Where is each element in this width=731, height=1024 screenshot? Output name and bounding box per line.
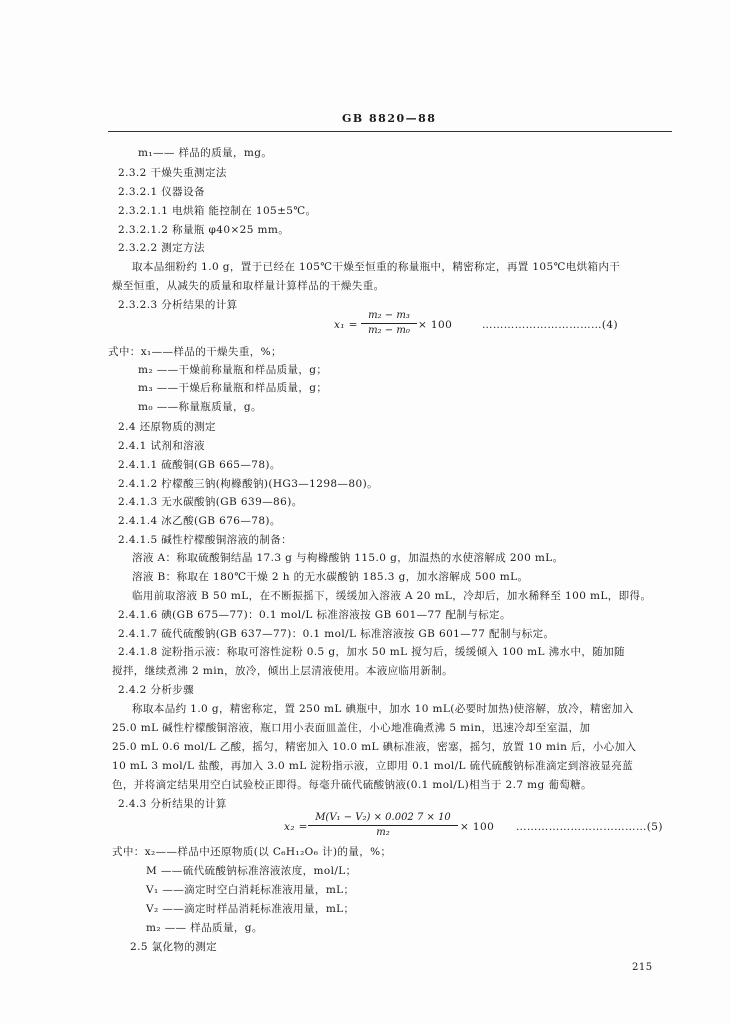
section-heading: 2.3.2.1 仪器设备	[118, 186, 205, 198]
text-line: m₂ ——干燥前称量瓶和样品质量，g；	[138, 364, 328, 376]
paragraph-line: 临用前取溶液 B 50 mL，在不断振摇下，缓缓加入溶液 A 20 mL，冷却后，加水稀释至 100 mL，即得。	[132, 590, 652, 602]
text-line: 2.4.1.4 冰乙酸(GB 676—78)。	[118, 515, 281, 527]
section-heading: 2.5 氯化物的测定	[130, 941, 218, 953]
text-line: 2.3.2.1.2 称量瓶 φ40×25 mm。	[118, 224, 290, 236]
text-line: 2.4.1.3 无水碳酸钠(GB 639—86)。	[118, 496, 303, 508]
formula-5-fraction	[308, 812, 458, 839]
section-heading: 2.4.2 分析步骤	[118, 684, 195, 696]
text-line: V₁ ——滴定时空白消耗标准液用量，mL；	[146, 884, 355, 896]
section-heading: 2.4.3 分析结果的计算	[118, 798, 227, 810]
formula-5-rhs: × 100	[460, 821, 495, 833]
paragraph-line: 色，并将滴定结果用空白试验校正即得。每毫升硫代硫酸钠液(0.1 mol/L)相当于 2.7 mg 葡萄糖。	[112, 779, 592, 791]
formula-4-numerator: m₂ − m₃	[368, 310, 410, 321]
text-line: m₂ —— 样品质量，g。	[146, 922, 263, 934]
section-heading: 2.4 还原物质的测定	[118, 421, 216, 433]
paragraph-line: 搅拌，继续煮沸 2 min，放冷，倾出上层清液使用。本液应临用新制。	[112, 665, 454, 677]
formula-5-lhs-text: x₂ =	[284, 821, 308, 833]
text-line: 2.4.1.1 硫酸铜(GB 665—78)。	[118, 459, 281, 471]
text-line: m₀ ——称量瓶质量，g。	[138, 401, 262, 413]
text-line: 式中：x₂——样品中还原物质(以 C₆H₁₂O₆ 计)的量，%；	[112, 846, 392, 858]
paragraph-line: 溶液 A：称取硫酸铜结晶 17.3 g 与枸橼酸钠 115.0 g，加温热的水使溶解成 200 mL。	[132, 552, 564, 564]
text-line: M ——硫代硫酸钠标准溶液浓度，mol/L；	[146, 865, 357, 877]
fraction-bar	[361, 323, 417, 324]
paragraph-line: 10 mL 3 mol/L 盐酸，再加入 3.0 mL 淀粉指示液，立即用 0.1 mol/L 硫代硫酸钠标准滴定到溶液显亮蓝	[112, 760, 634, 772]
text-line: 2.3.2.1.1 电烘箱 能控制在 105±5℃。	[118, 205, 317, 217]
fraction-bar	[308, 825, 458, 826]
section-heading: 2.3.2.2 测定方法	[118, 242, 205, 254]
paragraph-line: 燥至恒重，从减失的质量和取样量计算样品的干燥失重。	[112, 280, 385, 292]
formula-5-lhs	[284, 820, 308, 834]
paragraph-line: 称取本品约 1.0 g，精密称定，置 250 mL 碘瓶中，加水 10 mL(必要时加热)使溶解，放冷，精密加入	[132, 703, 634, 715]
formula-5-denominator: m₂	[376, 827, 390, 838]
text-line: 2.4.1.5 碱性柠檬酸铜溶液的制备：	[118, 534, 293, 546]
text-line: 式中：x₁——样品的干燥失重，%；	[108, 346, 282, 358]
section-heading: 2.3.2.3 分析结果的计算	[118, 299, 238, 311]
text-line: m₃ ——干燥后称量瓶和样品质量，g；	[138, 382, 328, 394]
formula-5-number: ………………………………(5)	[516, 821, 663, 833]
text-line: 2.4.1.7 硫代硫酸钠(GB 637—77)：0.1 mol/L 标准溶液按 GB 601—77 配制与标定。	[118, 628, 555, 640]
formula-4-lhs-text: x₁ =	[334, 319, 358, 331]
text-line: V₂ ——滴定时样品消耗标准液用量，mL；	[146, 903, 355, 915]
paragraph-line: 溶液 B：称取在 180℃干燥 2 h 的无水碳酸钠 185.3 g，加水溶解成 500 mL。	[132, 571, 529, 583]
header-rule	[108, 131, 672, 132]
standard-number-header: GB 8820—88	[342, 112, 437, 125]
text-line: m₁—— 样品的质量，mg。	[138, 147, 273, 159]
paragraph-line: 25.0 mL 碱性柠檬酸铜溶液，瓶口用小表面皿盖住，小心地准确煮沸 5 min，迅速冷却至室温，加	[112, 722, 591, 734]
formula-4-rhs: × 100	[418, 319, 453, 331]
page-number: 215	[632, 962, 653, 973]
text-line: 2.4.1.6 碘(GB 675—77)：0.1 mol/L 标准溶液按 GB 601—77 配制与标定。	[118, 609, 511, 621]
section-heading: 2.3.2 干燥失重测定法	[118, 167, 227, 179]
paragraph-line: 取本品细粉约 1.0 g，置于已经在 105℃干燥至恒重的称量瓶中，精密称定，再置 105℃电烘箱内干	[132, 261, 621, 273]
text-line: 2.4.1.8 淀粉指示液：称取可溶性淀粉 0.5 g，加水 50 mL 搅匀后，缓缓倾入 100 mL 沸水中，随加随	[118, 646, 625, 658]
formula-4-number: ……………………………(4)	[482, 319, 618, 331]
formula-4-denominator: m₂ − m₀	[368, 325, 410, 336]
formula-4-lhs	[334, 318, 358, 332]
paragraph-line: 25.0 mL 0.6 mol/L 乙酸，摇匀，精密加入 10.0 mL 碘标准液，密塞，摇匀，放置 10 min 后，小心加入	[112, 741, 637, 753]
text-line: 2.4.1.2 柠檬酸三钠(枸橼酸钠)(HG3—1298—80)。	[118, 478, 378, 490]
formula-5-numerator: M(V₁ − V₂) × 0.002 7 × 10	[315, 812, 451, 823]
formula-4-fraction	[361, 310, 417, 337]
section-heading: 2.4.1 试剂和溶液	[118, 440, 205, 452]
